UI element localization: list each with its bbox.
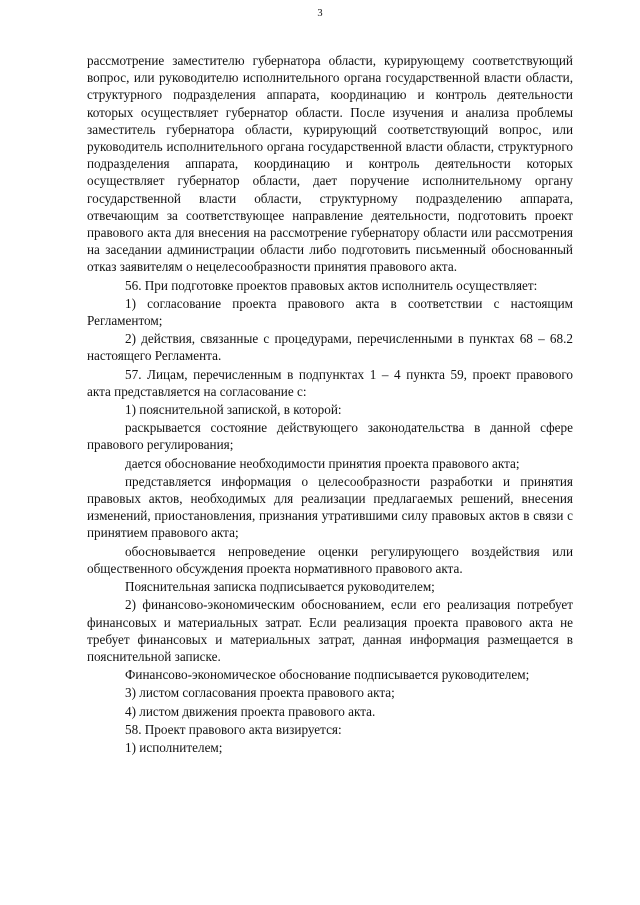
paragraph-57-item-3: 3) листом согласования проекта правового акта;	[125, 685, 395, 701]
paragraph-56-item-1: 1) согласование проекта правового акта в соответствии с настоящим Регламентом;	[87, 295, 573, 329]
paragraph-57-note-2: Финансово-экономическое обоснование подписывается руководителем;	[125, 667, 530, 683]
paragraph-57-item-1: 1) пояснительной запиской, в которой:	[125, 402, 342, 418]
paragraph-57-note-1: Пояснительная записка подписывается руководителем;	[125, 579, 435, 595]
paragraph-57-item-1-c: представляется информация о целесообразности разработки и принятия правовых актов, необходимых для реализации предлагаемых решений, внесения изменений, приостановления, признания утратившими силу правовых актов в связи с принятием правового акта;	[87, 473, 573, 541]
paragraph-57-item-2: 2) финансово-экономическим обоснованием, если его реализация потребует финансовых и материальных затрат. Если реализация проекта правового акта не требует финансовых и материальных затрат, данная информация размещается в пояснительной записке.	[87, 597, 573, 664]
paragraph-57-item-1-a: раскрывается состояние действующего законодательства в данной сфере правового регулирования;	[87, 420, 573, 453]
paragraph-58-item-1: 1) исполнителем;	[125, 739, 223, 755]
paragraph-57-item-4: 4) листом движения проекта правового акта.	[125, 703, 376, 719]
paragraph-57-item-1-d: обосновывается непроведение оценки регулирующего воздействия или общественного обсуждения проекта нормативного правового акта.	[87, 543, 573, 576]
document-body	[87, 52, 573, 756]
paragraph-57: 57. Лицам, перечисленным в подпунктах 1 – 4 пункта 59, проект правового акта представляется на согласование с:	[87, 366, 573, 399]
page-number: 3	[317, 8, 323, 19]
paragraph-58: 58. Проект правового акта визируется:	[125, 721, 342, 737]
paragraph-56-item-2: 2) действия, связанные с процедурами, перечисленными в пунктах 68 – 68.2 настоящего Регламента.	[87, 331, 573, 364]
paragraph-56: 56. При подготовке проектов правовых актов исполнитель осуществляет:	[125, 277, 538, 293]
paragraph-57-item-1-b: дается обоснование необходимости принятия проекта правового акта;	[125, 455, 520, 471]
paragraph-continuation: рассмотрение заместителю губернатора области, курирующему соответствующий вопрос, или руководителю исполнительного органа государственной власти области, структурного подразделения аппарата, координацию и контроль деятельности которых осуществляет губернатор области. После изучения и анализа проблемы заместитель губернатора области, курирующий соответствующий вопрос, или руководитель исполнительного органа государственной власти области, структурного подразделения аппарата, координацию и контроль деятельности которых осуществляет губернатор области, дает поручение исполнительному органу государственной власти области, структурному подразделению аппарата, отвечающим за соответствующее направление деятельности, подготовить проект правового акта для внесения на рассмотрение губернатору области или рассмотрения на заседании администрации области либо подготовить письменный обоснованный отказ заявителям о нецелесообразности принятия правового акта.	[87, 53, 573, 275]
